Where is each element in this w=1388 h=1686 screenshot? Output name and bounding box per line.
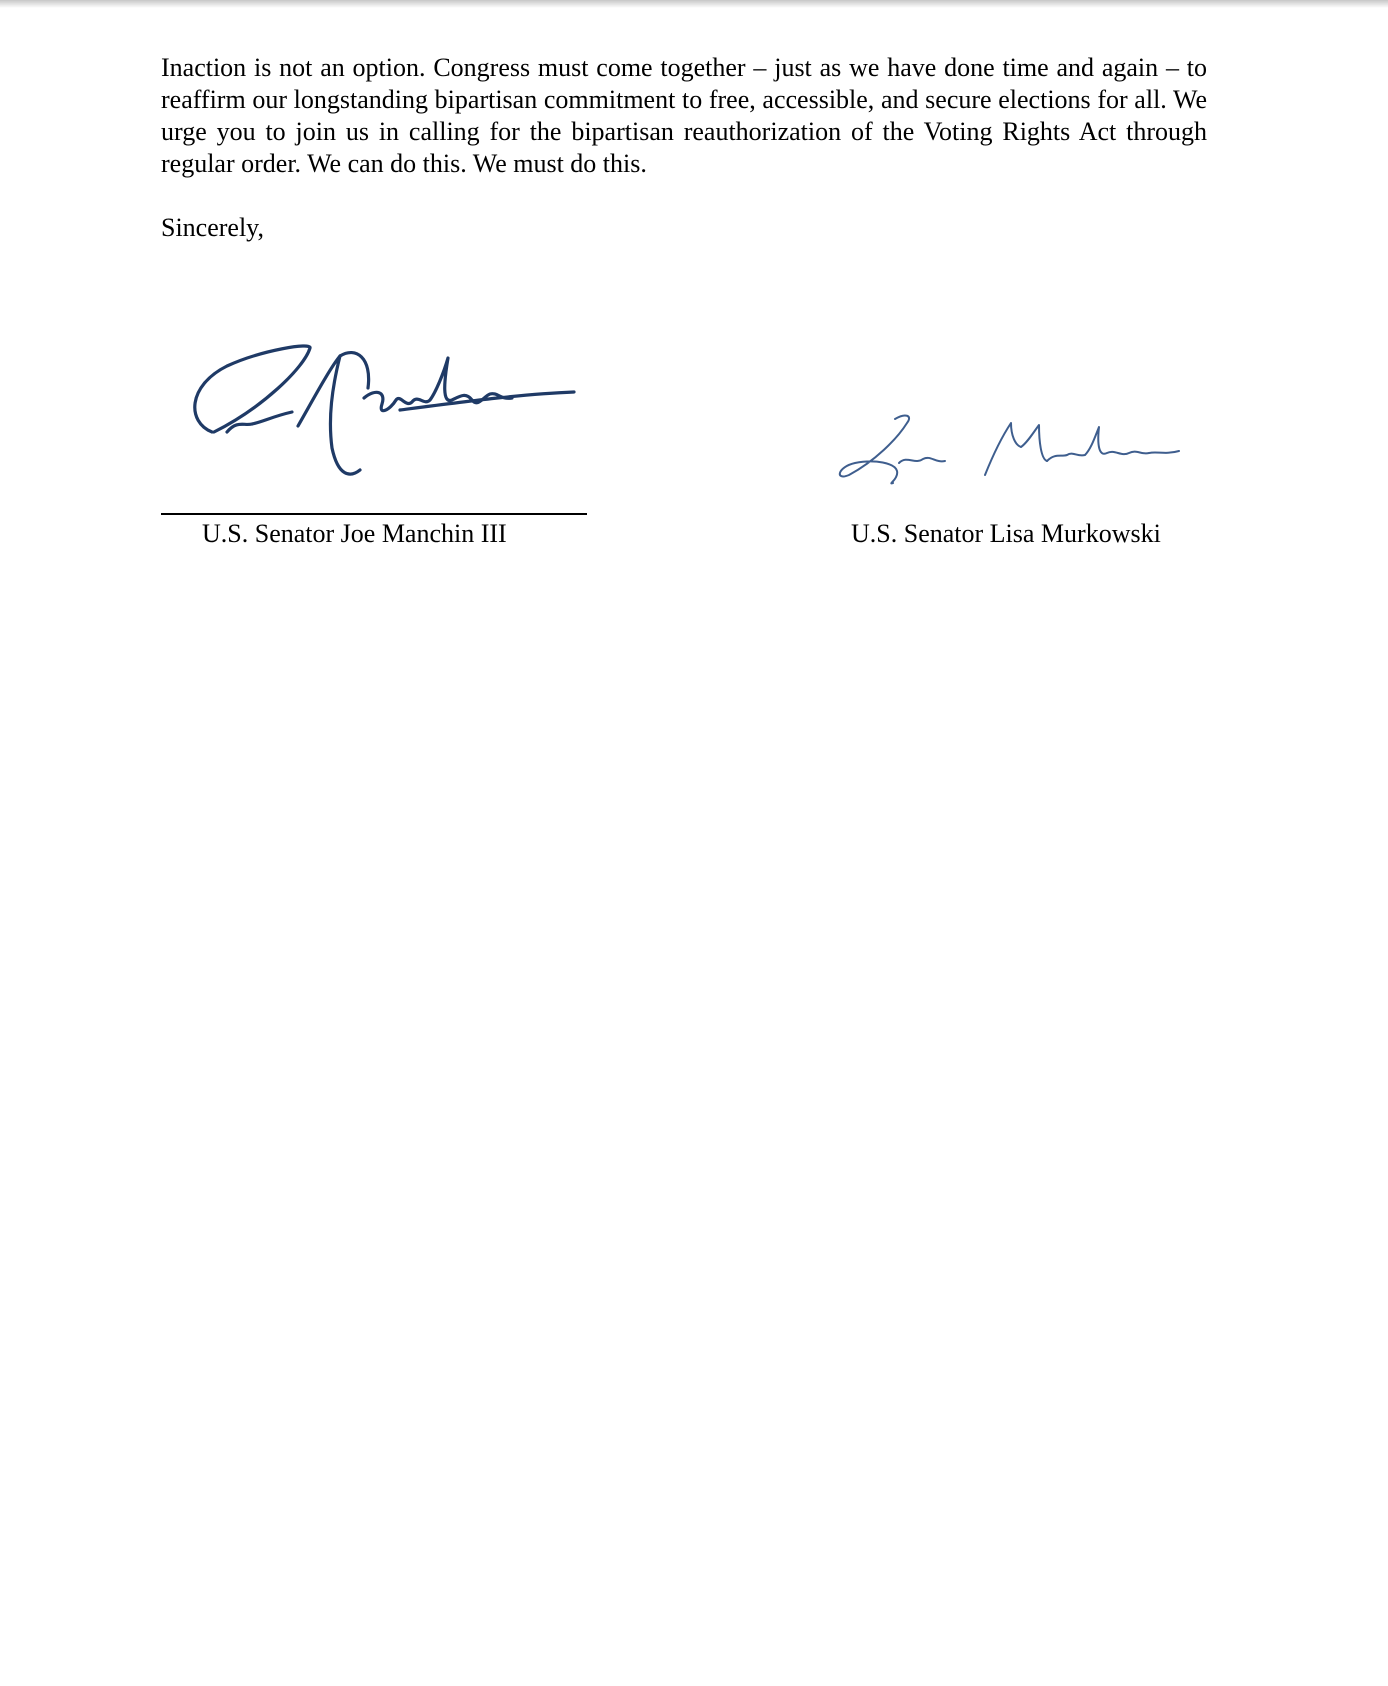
signer-name-murkowski: U.S. Senator Lisa Murkowski [851, 519, 1161, 548]
letter-paragraph: Inaction is not an option. Congress must come together – just as we have done time and again – to reaffirm our longstanding bipartisan commitment to free, accessible, and secure elections for all. We urge you to join us in calling for the bipartisan reauthorization of the Voting Rights Act through regular order. We can do this. We must do this. [161, 53, 1207, 178]
signature-line [161, 513, 587, 515]
murkowski-signature-image [835, 405, 1195, 505]
page-top-shadow [0, 0, 1388, 8]
manchin-signature-image [182, 328, 582, 488]
letter-closing: Sincerely, [161, 213, 264, 242]
signer-name-manchin: U.S. Senator Joe Manchin III [202, 519, 507, 548]
